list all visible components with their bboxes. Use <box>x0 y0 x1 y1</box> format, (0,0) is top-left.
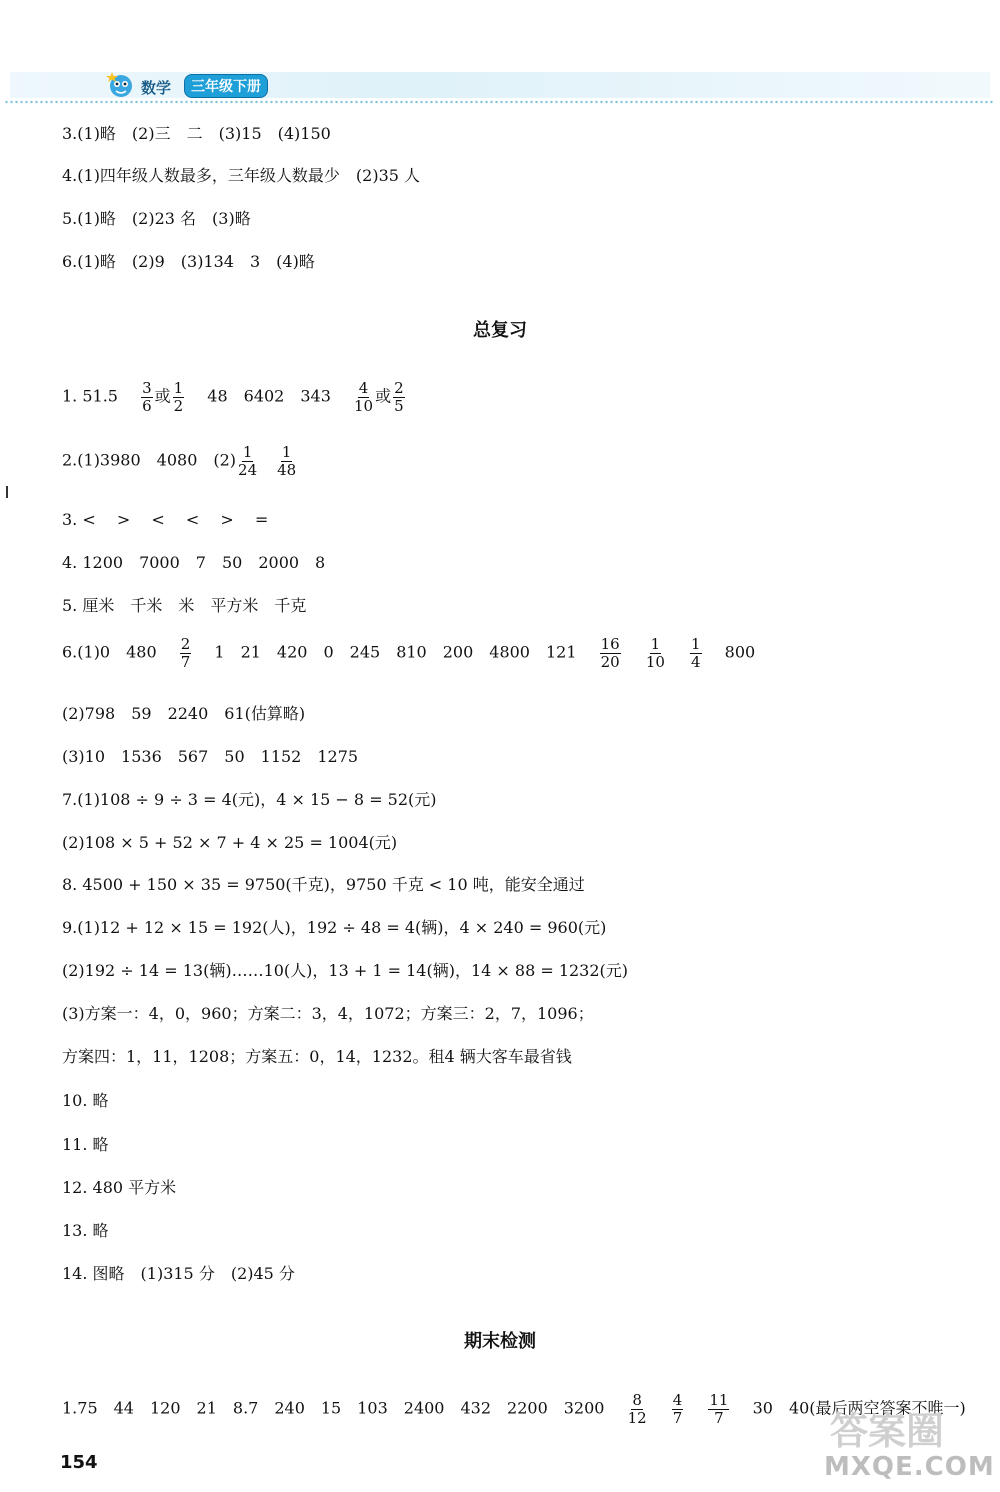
answer-line: 3.(1)略 (2)三 二 (3)15 (4)150 <box>62 124 331 143</box>
answer-line: (2)798 59 2240 61(估算略) <box>62 704 306 723</box>
answer-line: 4.(1)四年级人数最多，三年级人数最少 (2)35 人 <box>62 166 421 185</box>
fraction: $\frac{2}{7}$ <box>180 635 191 671</box>
answer-line: (3)10 1536 567 50 1152 1275 <box>62 747 359 766</box>
answer-line: (3)方案一：4，0，960；方案二：3，4，1072；方案三：2，7，1096； <box>62 1004 594 1023</box>
section-title-review: 总复习 <box>473 320 527 341</box>
answer-line: 6.(1)略 (2)9 (3)134 3 (4)略 <box>62 252 315 271</box>
final-q1-b: 30 40(最后两空答案不唯一) <box>752 1398 966 1418</box>
answer-line: 9.(1)12 + 12 × 15 = 192(人)，192 ÷ 48 = 4(辆)，4 × 240 = 960(元) <box>62 918 607 937</box>
final-q1-a: 1.75 44 120 21 8.7 240 15 103 2400 432 2200 3200 <box>62 1398 605 1418</box>
review-q1 <box>62 380 407 414</box>
fraction: $\frac{1}{2}$ <box>173 379 184 415</box>
answer-line: (2)192 ÷ 14 = 13(辆)……10(人)，13 + 1 = 14(辆)，14 × 88 = 1232(元) <box>62 961 629 980</box>
answer-line: 10. 略 <box>62 1091 109 1110</box>
fraction: $\frac{11}{7}$ <box>709 1391 729 1427</box>
review-q6-a: 6.(1)0 480 <box>62 642 157 662</box>
fraction: $\frac{4}{7}$ <box>672 1391 683 1427</box>
review-q2 <box>62 444 298 478</box>
answer-line: 5.(1)略 (2)23 名 (3)略 <box>62 209 251 228</box>
fraction: $\frac{1}{10}$ <box>645 635 665 671</box>
fraction: $\frac{4}{10}$ <box>354 379 374 415</box>
watermark-site: MXQE.COM <box>824 1452 995 1482</box>
fraction: $\frac{1}{24}$ <box>238 443 258 479</box>
review-q4: 4. 1200 7000 7 50 2000 8 <box>62 553 326 572</box>
review-q1-b: 48 6402 343 <box>207 386 331 406</box>
review-q1-a: 1. 51.5 <box>62 386 118 406</box>
section-title-final: 期末检测 <box>464 1331 536 1352</box>
answer-line: 12. 480 平方米 <box>62 1178 177 1197</box>
fraction: $\frac{8}{12}$ <box>627 1391 647 1427</box>
answer-line: (2)108 × 5 + 52 × 7 + 4 × 25 = 1004(元) <box>62 833 398 852</box>
mascot-icon <box>106 68 136 98</box>
watermark-brand: 答案圈 <box>830 1409 945 1453</box>
header-grade-badge: 三年级下册 <box>184 74 268 98</box>
review-q2-a: 2.(1)3980 4080 (2) <box>62 450 237 470</box>
fraction: $\frac{16}{20}$ <box>600 635 620 671</box>
page-number: 154 <box>60 1452 98 1473</box>
review-q6-c: 800 <box>724 642 756 662</box>
answer-line: 8. 4500 + 150 × 35 = 9750(千克)，9750 千克 < 10 吨，能安全通过 <box>62 875 585 894</box>
or-text: 或 <box>154 386 171 406</box>
fraction: $\frac{2}{5}$ <box>394 379 404 415</box>
header-subject: 数学 <box>141 79 172 97</box>
fraction: $\frac{3}{6}$ <box>142 379 152 415</box>
review-q6-b: 1 21 420 0 245 810 200 4800 121 <box>214 642 577 662</box>
fraction: $\frac{1}{48}$ <box>277 443 297 479</box>
answer-line: 11. 略 <box>62 1135 109 1154</box>
edge-mark <box>6 486 8 498</box>
answer-line: 方案四：1，11，1208；方案五：0，14，1232。租4 辆大客车最省钱 <box>62 1047 572 1066</box>
review-q3: 3. < > < < > = <box>62 510 269 529</box>
review-q6 <box>62 636 755 670</box>
review-q5: 5. 厘米 千米 米 平方米 千克 <box>62 596 307 615</box>
header-dotted-rule <box>4 100 994 104</box>
fraction: $\frac{1}{4}$ <box>691 635 701 671</box>
answer-line: 14. 图略 (1)315 分 (2)45 分 <box>62 1264 295 1283</box>
answer-line: 13. 略 <box>62 1221 109 1240</box>
or-text: 或 <box>375 386 392 406</box>
answer-line: 7.(1)108 ÷ 9 ÷ 3 = 4(元)，4 × 15 − 8 = 52(元) <box>62 790 437 809</box>
